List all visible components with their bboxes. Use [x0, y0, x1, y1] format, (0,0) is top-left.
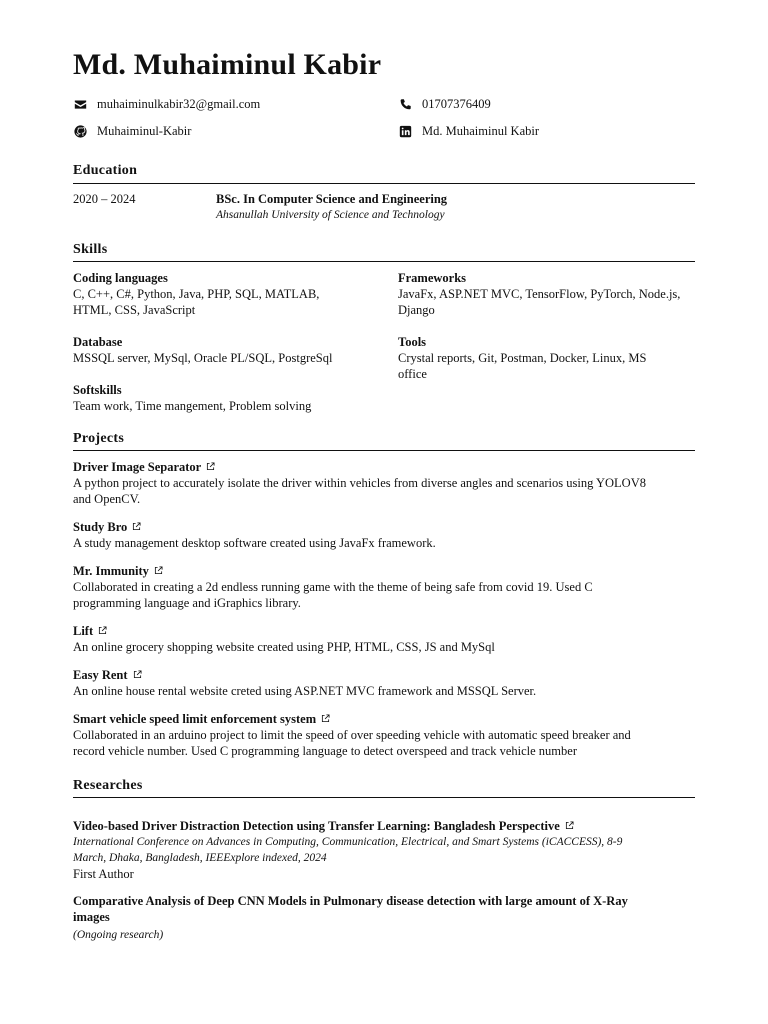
skill-frameworks-line: JavaFx, ASP.NET MVC, TensorFlow, PyTorch, Node.js, [398, 287, 681, 301]
skill-database-line: MSSQL server, MySql, Oracle PL/SQL, PostgreSql [73, 351, 333, 365]
skill-coding-line: HTML, CSS, JavaScript [73, 303, 196, 317]
project-description: and OpenCV. [73, 492, 141, 506]
skill-coding-title: Coding languages [73, 271, 168, 285]
project-title-link[interactable] [73, 459, 215, 475]
education-years: 2020 – 2024 [73, 192, 136, 206]
researches-heading: Researches [73, 778, 143, 793]
contact-linkedin[interactable] [398, 124, 539, 139]
education-degree: BSc. In Computer Science and Engineering [216, 192, 448, 206]
project-description: A study management desktop software created using JavaFx framework. [73, 536, 436, 550]
github-text: Muhaiminul-Kabir [97, 124, 192, 138]
project-name: Smart vehicle speed limit enforcement system [73, 712, 317, 726]
skill-softskills-line: Team work, Time mangement, Problem solving [73, 399, 312, 413]
skill-database-title: Database [73, 335, 123, 349]
project-title-link[interactable] [73, 563, 163, 579]
phone-text: 01707376409 [422, 97, 491, 111]
external-link-icon [98, 626, 107, 635]
contact-github[interactable] [73, 124, 191, 139]
email-text: muhaiminulkabir32@gmail.com [97, 97, 261, 111]
research-status: (Ongoing research) [73, 929, 164, 941]
education-school: Ahsanullah University of Science and Technology [216, 209, 445, 221]
linkedin-icon [398, 125, 412, 139]
skill-tools-title: Tools [398, 335, 427, 349]
project-title-link[interactable] [73, 711, 330, 727]
research-title: Comparative Analysis of Deep CNN Models in Pulmonary disease detection with large amount of X-Ray [73, 894, 628, 908]
research-title: images [73, 910, 110, 924]
research-role: First Author [73, 867, 134, 881]
skills-divider [73, 261, 695, 262]
project-name: Lift [73, 624, 94, 638]
projects-heading: Projects [73, 431, 125, 446]
project-name: Mr. Immunity [73, 564, 149, 578]
external-link-icon [565, 821, 574, 830]
github-icon [73, 125, 87, 139]
project-description: A python project to accurately isolate the driver within vehicles from diverse angles and scenarios using YOLOV8 [73, 476, 646, 490]
project-name: Easy Rent [73, 668, 128, 682]
project-description: programming language and iGraphics library. [73, 596, 301, 610]
skill-tools-line: Crystal reports, Git, Postman, Docker, Linux, MS [398, 351, 647, 365]
skills-heading: Skills [73, 242, 108, 257]
linkedin-text: Md. Muhaiminul Kabir [422, 124, 540, 138]
skill-frameworks-title: Frameworks [398, 271, 467, 285]
projects-divider [73, 450, 695, 451]
skill-tools-line: office [398, 367, 427, 381]
contact-email[interactable] [73, 97, 260, 112]
research-title-link[interactable] [73, 818, 574, 834]
project-name: Study Bro [73, 520, 128, 534]
envelope-icon [73, 98, 87, 112]
skill-coding-line: C, C++, C#, Python, Java, PHP, SQL, MATLAB, [73, 287, 320, 301]
external-link-icon [206, 462, 215, 471]
education-divider [73, 183, 695, 184]
project-description: Collaborated in creating a 2d endless running game with the theme of being safe from covid 19. Used C [73, 580, 593, 594]
skill-softskills-title: Softskills [73, 383, 122, 397]
resume-name: Md. Muhaiminul Kabir [73, 48, 382, 81]
external-link-icon [133, 670, 142, 679]
external-link-icon [132, 522, 141, 531]
external-link-icon [321, 714, 330, 723]
project-title-link[interactable] [73, 667, 142, 683]
project-description: An online house rental website creted using ASP.NET MVC framework and MSSQL Server. [73, 684, 537, 698]
project-title-link[interactable] [73, 623, 107, 639]
project-description: record vehicle number. Used C programming language to detect overspeed and track vehicle number [73, 744, 577, 758]
research-venue: International Conference on Advances in Computing, Communication, Electrical, and Smart Systems (iCACCESS), 8-9 [73, 836, 623, 848]
project-title-link[interactable] [73, 519, 141, 535]
project-description: Collaborated in an arduino project to limit the speed of over speeding vehicle with automatic speed breaker and [73, 728, 631, 742]
phone-icon [398, 98, 412, 112]
education-heading: Education [73, 163, 138, 178]
researches-divider [73, 797, 695, 798]
external-link-icon [154, 566, 163, 575]
research-venue: March, Dhaka, Bangladesh, IEEExplore indexed, 2024 [73, 852, 327, 864]
contact-phone[interactable] [398, 97, 491, 112]
project-name: Driver Image Separator [73, 460, 202, 474]
project-description: An online grocery shopping website created using PHP, HTML, CSS, JS and MySql [73, 640, 495, 654]
research-title: Video-based Driver Distraction Detection using Transfer Learning: Bangladesh Perspective [73, 819, 560, 833]
skill-frameworks-line: Django [398, 303, 435, 317]
